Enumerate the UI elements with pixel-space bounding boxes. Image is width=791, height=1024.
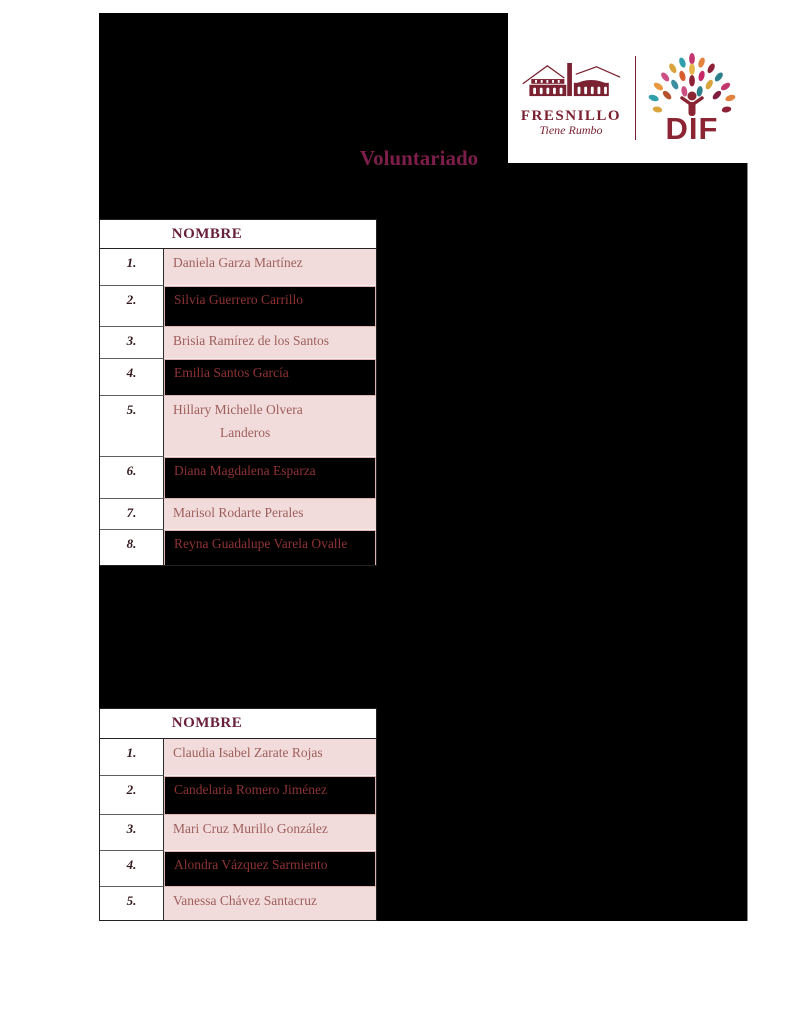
name-cell (164, 851, 376, 887)
volunteer-table-2 (99, 708, 377, 921)
row-number: 6. (100, 457, 164, 499)
name-cell (164, 327, 376, 359)
name-text: Candelaria Romero Jiménez (174, 782, 327, 797)
name-text-line2: Landeros (220, 425, 271, 440)
table-row (100, 815, 376, 851)
name-cell (164, 499, 376, 530)
row-number: 3. (100, 815, 164, 851)
name-text: Marisol Rodarte Perales (173, 505, 304, 520)
table-row (100, 249, 376, 286)
row-number: 4. (100, 851, 164, 887)
table-header-nombre: NOMBRE (100, 220, 376, 249)
fresnillo-building-icon (519, 58, 623, 102)
table-row (100, 396, 376, 457)
dif-logo (646, 50, 738, 146)
row-number: 1. (100, 249, 164, 286)
name-text: Hillary Michelle Olvera (173, 402, 303, 417)
name-cell (164, 887, 376, 920)
name-cell (164, 249, 376, 286)
dif-logo-label: DIF (665, 111, 719, 146)
table-rows (100, 739, 376, 920)
logo-box (508, 13, 747, 157)
name-cell (164, 815, 376, 851)
row-number: 5. (100, 396, 164, 457)
name-cell (164, 457, 376, 499)
fresnillo-logo (517, 58, 625, 137)
name-text: Diana Magdalena Esparza (174, 463, 316, 478)
name-text: Claudia Isabel Zarate Rojas (173, 745, 323, 760)
table-rows (100, 249, 376, 565)
volunteer-table-1 (99, 219, 377, 566)
table-row (100, 776, 376, 815)
name-text: Mari Cruz Murillo González (173, 821, 328, 836)
row-number: 3. (100, 327, 164, 359)
row-number: 5. (100, 887, 164, 920)
name-cell (164, 530, 376, 565)
row-number: 7. (100, 499, 164, 530)
page-title: Voluntariado (359, 146, 479, 170)
name-text: Alondra Vázquez Sarmiento (174, 857, 328, 872)
name-cell (164, 739, 376, 776)
table-row (100, 457, 376, 499)
row-number: 8. (100, 530, 164, 565)
fresnillo-logo-tagline: Tiene Rumbo (539, 123, 603, 138)
table-row (100, 739, 376, 776)
name-cell (164, 359, 376, 396)
row-number: 2. (100, 286, 164, 327)
name-text: Vanessa Chávez Santacruz (173, 893, 317, 908)
logo-divider (635, 56, 636, 140)
table-row (100, 359, 376, 396)
table-row (100, 530, 376, 565)
name-cell (164, 286, 376, 327)
table-row (100, 499, 376, 530)
name-text: Brisia Ramírez de los Santos (173, 333, 329, 348)
row-number: 4. (100, 359, 164, 396)
name-text: Daniela Garza Martínez (173, 255, 303, 270)
name-text: Silvia Guerrero Carrillo (174, 292, 303, 307)
fresnillo-logo-name: FRESNILLO (520, 108, 622, 125)
table-row (100, 887, 376, 920)
name-cell (164, 396, 376, 457)
name-text: Emilia Santos García (174, 365, 289, 380)
row-number: 2. (100, 776, 164, 815)
row-number: 1. (100, 739, 164, 776)
table-header-nombre: NOMBRE (100, 709, 376, 739)
redacted-block-top (99, 13, 508, 163)
name-cell (164, 776, 376, 815)
table-row (100, 286, 376, 327)
table-row (100, 851, 376, 887)
name-text: Reyna Guadalupe Varela Ovalle (174, 536, 348, 551)
table-row (100, 327, 376, 359)
